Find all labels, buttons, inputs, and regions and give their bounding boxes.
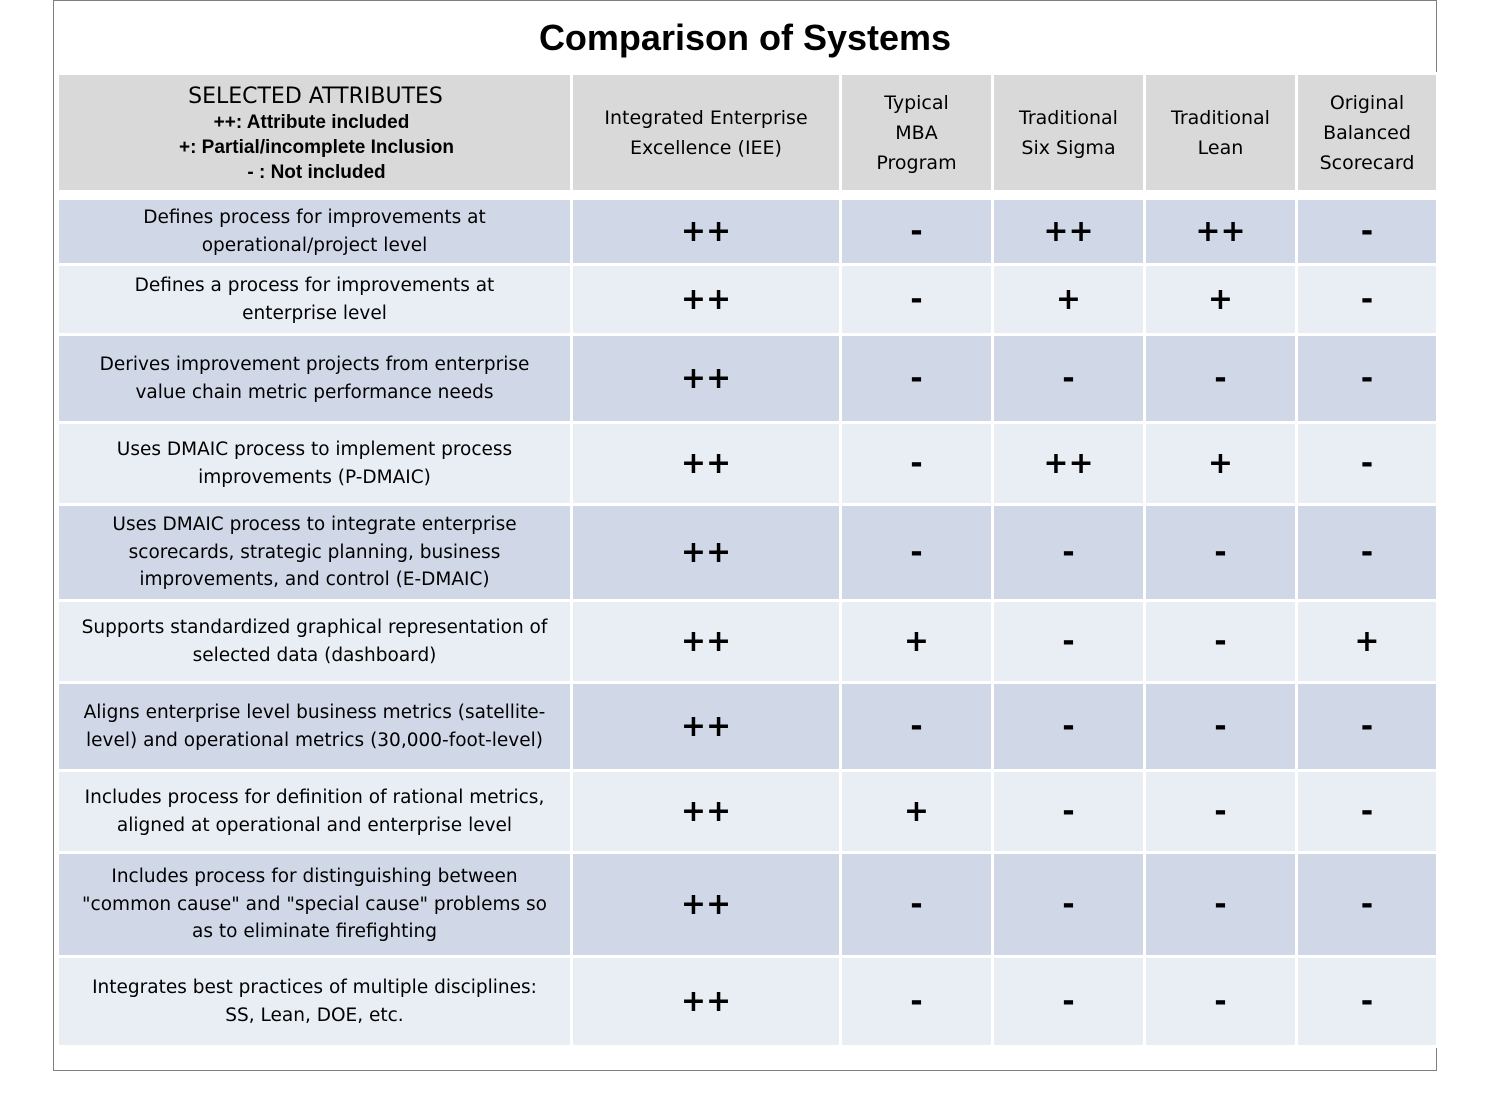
table-row (58, 199, 1438, 265)
column-header-line: Original (1329, 91, 1405, 114)
attribute-cell (58, 601, 572, 683)
comparison-table (56, 72, 1439, 1048)
attribute-cell (58, 199, 572, 265)
value-cell-balanced-scorecard: - (1297, 683, 1438, 771)
attribute-cell (58, 505, 572, 601)
value-cell-six-sigma: - (993, 853, 1145, 957)
value-cell-six-sigma: ++ (993, 199, 1145, 265)
value-cell-lean: + (1145, 423, 1297, 505)
attribute-line: improvements, and control (E-DMAIC) (139, 569, 490, 591)
attribute-line: Uses DMAIC process to implement process (116, 439, 513, 460)
value-cell-lean: + (1145, 265, 1297, 335)
value-cell-lean: - (1145, 683, 1297, 771)
value-cell-six-sigma: + (993, 265, 1145, 335)
attribute-cell (58, 853, 572, 957)
column-header-line: Program (876, 151, 957, 174)
column-header-mba (841, 74, 993, 192)
value-cell-balanced-scorecard: + (1297, 601, 1438, 683)
value-cell-balanced-scorecard: - (1297, 335, 1438, 423)
value-cell-iee: ++ (572, 423, 841, 505)
value-cell-balanced-scorecard: - (1297, 423, 1438, 505)
attribute-line: Includes process for distinguishing between (111, 866, 518, 888)
attribute-line: as to eliminate firefighting (192, 921, 437, 943)
attribute-line: Defines process for improvements at (143, 207, 486, 228)
attribute-line: Derives improvement projects from enterprise (99, 354, 530, 375)
value-cell-lean: - (1145, 957, 1297, 1047)
table-row (58, 335, 1438, 423)
value-cell-balanced-scorecard: - (1297, 505, 1438, 601)
value-cell-mba: - (841, 957, 993, 1047)
column-header-line: MBA (895, 121, 938, 144)
column-header-balanced-scorecard (1297, 74, 1438, 192)
column-header-iee (572, 74, 841, 192)
column-header-line: Typical (884, 91, 949, 114)
value-cell-six-sigma: - (993, 683, 1145, 771)
value-cell-lean: - (1145, 335, 1297, 423)
attributes-title: SELECTED ATTRIBUTES (188, 84, 443, 109)
table-row (58, 957, 1438, 1047)
attribute-line: operational/project level (201, 234, 428, 256)
attribute-cell (58, 265, 572, 335)
attribute-line: Includes process for definition of rational metrics, (84, 787, 545, 808)
value-cell-mba: + (841, 771, 993, 853)
column-header-lean (1145, 74, 1297, 192)
attributes-header (58, 74, 572, 192)
table-row (58, 423, 1438, 505)
value-cell-mba: - (841, 335, 993, 423)
attribute-cell (58, 683, 572, 771)
attribute-line: aligned at operational and enterprise level (116, 814, 513, 836)
value-cell-iee: ++ (572, 771, 841, 853)
value-cell-mba: - (841, 265, 993, 335)
attribute-line: selected data (dashboard) (192, 644, 437, 666)
table-row (58, 265, 1438, 335)
value-cell-iee: ++ (572, 505, 841, 601)
column-header-line: Integrated Enterprise (604, 106, 808, 129)
attribute-line: Integrates best practices of multiple disciplines: (92, 977, 537, 998)
legend-partial: +: Partial/incomplete Inclusion (178, 137, 455, 158)
value-cell-mba: - (841, 199, 993, 265)
legend-included: ++: Attribute included (213, 112, 410, 133)
table-row (58, 505, 1438, 601)
value-cell-iee: ++ (572, 683, 841, 771)
value-cell-lean: ++ (1145, 199, 1297, 265)
column-header-line: Traditional (1171, 106, 1270, 129)
value-cell-mba: - (841, 683, 993, 771)
value-cell-six-sigma: - (993, 505, 1145, 601)
attribute-line: enterprise level (242, 302, 387, 324)
table-row (58, 853, 1438, 957)
column-header-line: Scorecard (1319, 151, 1415, 174)
value-cell-balanced-scorecard: - (1297, 199, 1438, 265)
column-header-line: Traditional (1019, 106, 1118, 129)
value-cell-iee: ++ (572, 199, 841, 265)
legend-not-included: - : Not included (247, 162, 386, 183)
value-cell-mba: - (841, 505, 993, 601)
attribute-line: Supports standardized graphical representation of (81, 617, 548, 638)
table-body (58, 199, 1438, 1047)
column-header-line: Lean (1197, 136, 1244, 159)
value-cell-balanced-scorecard: - (1297, 265, 1438, 335)
value-cell-lean: - (1145, 601, 1297, 683)
value-cell-balanced-scorecard: - (1297, 957, 1438, 1047)
attribute-line: Aligns enterprise level business metrics (satellite- (83, 702, 546, 723)
value-cell-six-sigma: - (993, 601, 1145, 683)
table-row (58, 771, 1438, 853)
value-cell-mba: - (841, 423, 993, 505)
value-cell-iee: ++ (572, 601, 841, 683)
attribute-line: level) and operational metrics (30,000-foot-level) (86, 729, 543, 751)
value-cell-lean: - (1145, 505, 1297, 601)
value-cell-iee: ++ (572, 957, 841, 1047)
value-cell-lean: - (1145, 771, 1297, 853)
value-cell-mba: + (841, 601, 993, 683)
value-cell-balanced-scorecard: - (1297, 771, 1438, 853)
attribute-line: Defines a process for improvements at (134, 275, 495, 296)
column-header-line: Excellence (IEE) (630, 136, 782, 159)
column-header-six-sigma (993, 74, 1145, 192)
attribute-line: "common cause" and "special cause" problems so (82, 893, 547, 915)
table-row (58, 601, 1438, 683)
column-header-line: Balanced (1323, 121, 1411, 144)
header-row (58, 74, 1438, 192)
column-header-line: Six Sigma (1021, 136, 1116, 159)
value-cell-six-sigma: - (993, 771, 1145, 853)
attribute-cell (58, 771, 572, 853)
value-cell-six-sigma: - (993, 335, 1145, 423)
attribute-cell (58, 335, 572, 423)
attribute-line: scorecards, strategic planning, business (128, 541, 501, 563)
value-cell-six-sigma: - (993, 957, 1145, 1047)
value-cell-iee: ++ (572, 265, 841, 335)
attribute-line: SS, Lean, DOE, etc. (225, 1004, 404, 1026)
value-cell-lean: - (1145, 853, 1297, 957)
attribute-cell (58, 957, 572, 1047)
attribute-line: improvements (P-DMAIC) (198, 466, 431, 488)
page-title: Comparison of Systems (538, 17, 952, 58)
header-spacer (58, 192, 1438, 199)
value-cell-mba: - (841, 853, 993, 957)
value-cell-six-sigma: ++ (993, 423, 1145, 505)
attribute-line: value chain metric performance needs (135, 381, 494, 403)
table-row (58, 683, 1438, 771)
attribute-cell (58, 423, 572, 505)
value-cell-iee: ++ (572, 335, 841, 423)
spacer-cell (58, 192, 1438, 199)
value-cell-balanced-scorecard: - (1297, 853, 1438, 957)
attribute-line: Uses DMAIC process to integrate enterprise (112, 514, 517, 536)
value-cell-iee: ++ (572, 853, 841, 957)
